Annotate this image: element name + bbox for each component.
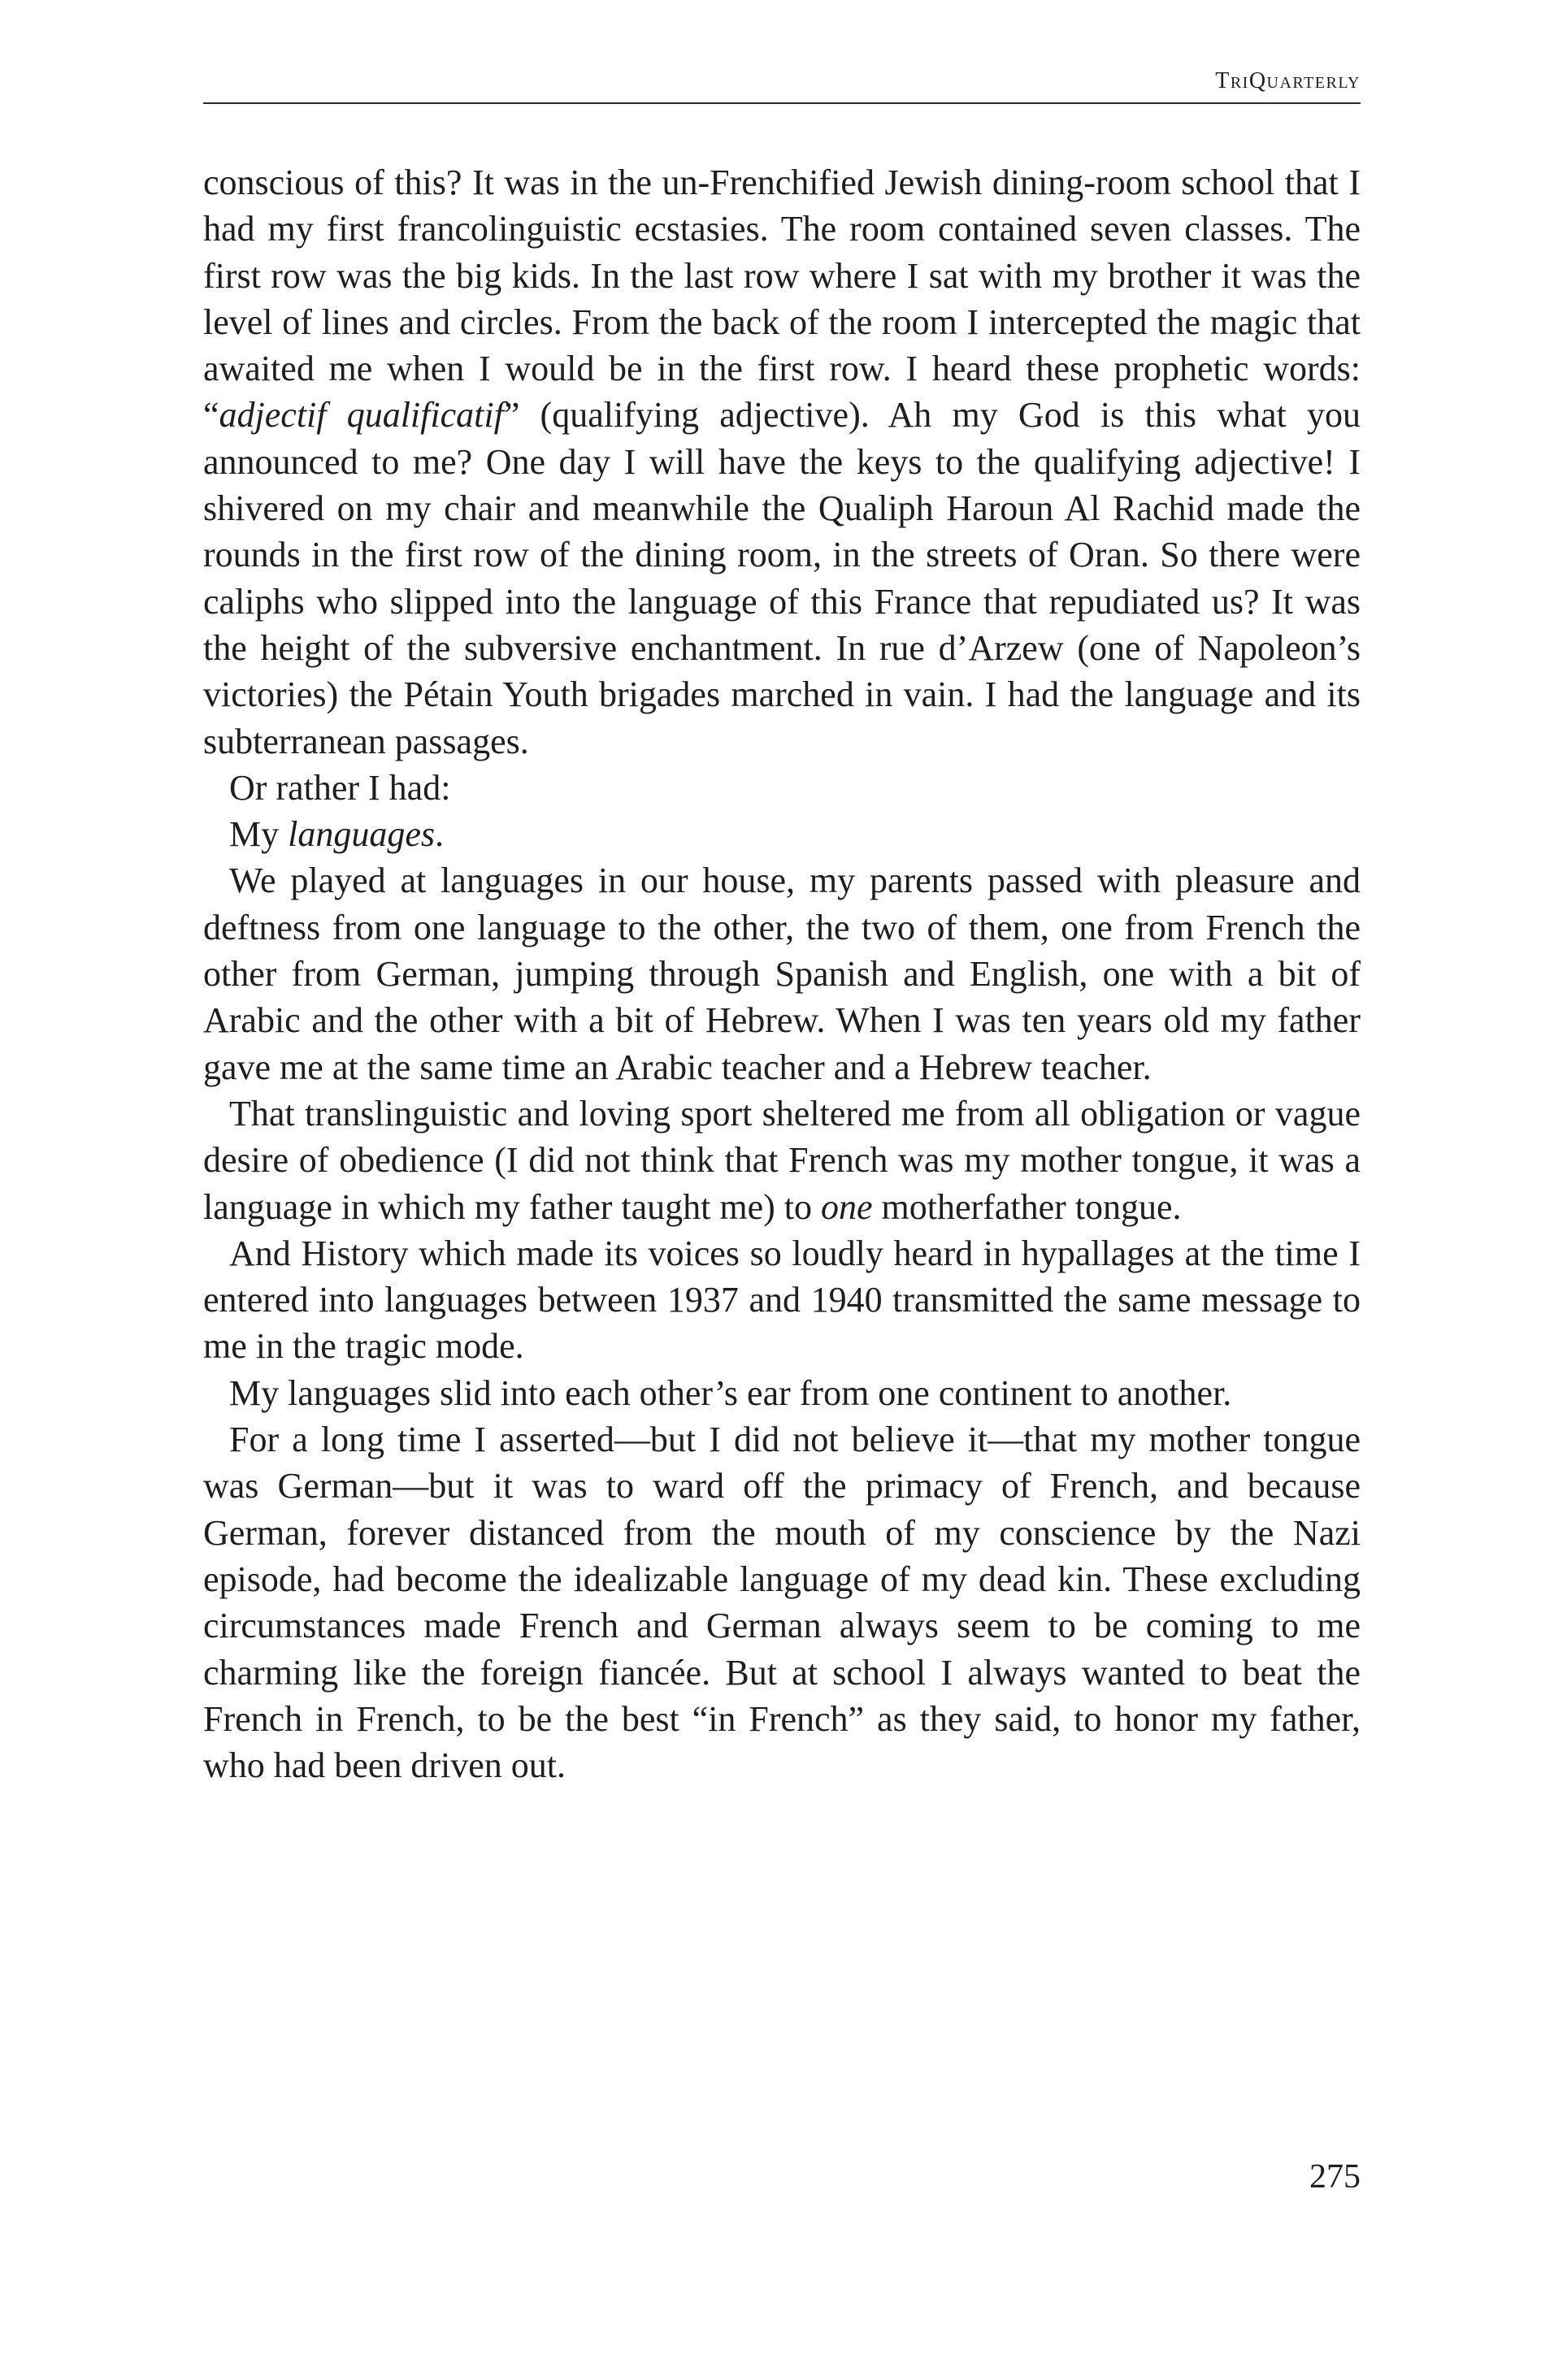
body-text xyxy=(203,159,1361,1788)
journal-title: TriQuarterly xyxy=(1215,68,1361,93)
paragraph-8: For a long time I asserted—but I did not believe it—that my mother tongue was German—but it was to ward off the primacy of French, and because German, forever distanced from the mouth of my conscience by the Nazi episode, had become the idealizable language of my dead kin. These excluding circumstances made French and German always seem to be coming to me charming like the foreign fiancée. But at school I always wanted to beat the French in French, to be the best “in French” as they said, to honor my father, who had been driven out. xyxy=(203,1420,1361,1786)
running-header xyxy=(203,68,1361,104)
paragraph-1-text-a: conscious of this? It was in the un-Frenchified Jewish dining-room school that I had my first francolinguistic ecstasies. The room contained seven classes. The first row was the big kids. In the last row where I sat with my brother it was the level of lines and circles. From the back of the room I intercepted the magic that awaited me when I would be in the first row. I heard these prophetic words: “ xyxy=(203,163,1361,436)
paragraph-3-text-c: . xyxy=(435,814,445,855)
italic-phrase-adjectif: adjectif qualificatif xyxy=(219,395,504,436)
paragraph-5-text-c: motherfather tongue. xyxy=(872,1186,1182,1227)
paragraph-7: My languages slid into each other’s ear from one continent to another. xyxy=(229,1372,1232,1413)
paragraph-3 xyxy=(203,811,1361,857)
paragraph-3-text-a: My xyxy=(229,814,289,855)
italic-word-languages: languages xyxy=(288,814,436,855)
paragraph-2: Or rather I had: xyxy=(229,767,451,808)
paragraph-1 xyxy=(203,159,1361,765)
paragraph-5 xyxy=(203,1090,1361,1230)
paragraph-5-text-a: That translinguistic and loving sport sheltered me from all obligation or vague desire of obedience (I did not think that French was my mother tongue, it was a language in which my father taught me) to xyxy=(203,1093,1361,1227)
italic-word-one: one xyxy=(821,1186,873,1227)
paragraph-1-text-c: ” (qualifying adjective). Ah my God is this what you announced to me? One day I will have the keys to the qualifying adjective! I shivered on my chair and meanwhile the Qualiph Haroun Al Rachid made the rounds in the first row of the dining room, in the streets of Oran. So there were caliphs who slipped into the language of this France that repudiated us? It was the height of the subversive enchantment. In rue d’Arzew (one of Napoleon’s victories) the Pétain Youth brigades marched in vain. I had the language and its subterranean passages. xyxy=(203,395,1361,761)
paragraph-4: We played at languages in our house, my parents passed with pleasure and deftness from one language to the other, the two of them, one from French the other from German, jumping through Spanish and English, one with a bit of Arabic and the other with a bit of Hebrew. When I was ten years old my father gave me at the same time an Arabic teacher and a Hebrew teacher. xyxy=(203,861,1361,1087)
paragraph-6: And History which made its voices so loudly heard in hypallages at the time I entered into languages between 1937 and 1940 transmitted the same message to me in the tragic mode. xyxy=(203,1233,1361,1367)
page-number: 275 xyxy=(1309,2158,1361,2196)
